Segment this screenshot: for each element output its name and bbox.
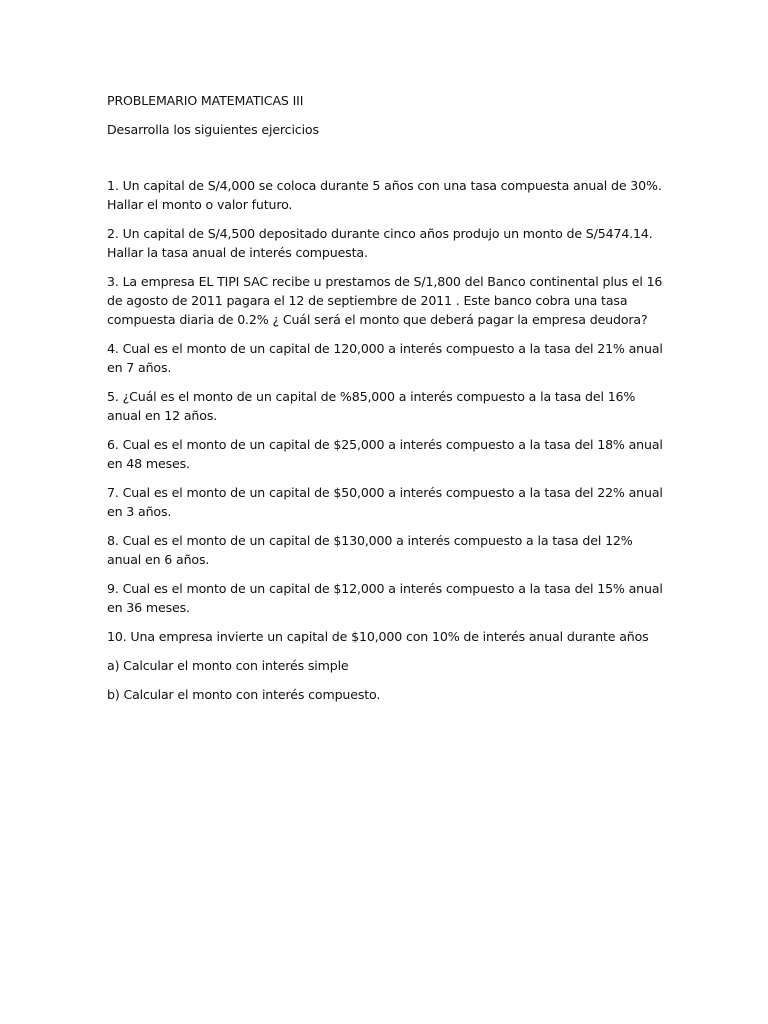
exercise-6: 6. Cual es el monto de un capital de $25,000 a interés compuesto a la tasa del 18% anual en 48 meses.	[107, 437, 663, 471]
document-intro: Desarrolla los siguientes ejercicios	[107, 122, 319, 137]
exercise-1: 1. Un capital de S/4,000 se coloca durante 5 años con una tasa compuesta anual de 30%. Hallar el monto o valor futuro.	[107, 178, 662, 212]
exercise-10-part-b: b) Calcular el monto con interés compuesto.	[107, 687, 381, 702]
exercise-7: 7. Cual es el monto de un capital de $50,000 a interés compuesto a la tasa del 22% anual en 3 años.	[107, 485, 663, 519]
exercise-10: 10. Una empresa invierte un capital de $10,000 con 10% de interés anual durante años	[107, 629, 649, 644]
exercise-3: 3. La empresa EL TIPI SAC recibe u prestamos de S/1,800 del Banco continental plus el 16 de agosto de 2011 pagara el 12 de septiembre de 2011 . Este banco cobra una tasa compuesta diaria de 0.2% ¿ Cuál será el monto que deberá pagar la empresa deudora?	[107, 274, 663, 327]
exercise-10-part-a: a) Calcular el monto con interés simple	[107, 658, 349, 673]
document-body	[107, 91, 667, 714]
document-title: PROBLEMARIO MATEMATICAS III	[107, 93, 304, 108]
exercise-4: 4. Cual es el monto de un capital de 120,000 a interés compuesto a la tasa del 21% anual en 7 años.	[107, 341, 663, 375]
exercise-9: 9. Cual es el monto de un capital de $12,000 a interés compuesto a la tasa del 15% anual en 36 meses.	[107, 581, 663, 615]
exercise-8: 8. Cual es el monto de un capital de $130,000 a interés compuesto a la tasa del 12% anual en 6 años.	[107, 533, 633, 567]
exercise-2: 2. Un capital de S/4,500 depositado durante cinco años produjo un monto de S/5474.14. Hallar la tasa anual de interés compuesta.	[107, 226, 653, 260]
exercise-5: 5. ¿Cuál es el monto de un capital de %85,000 a interés compuesto a la tasa del 16% anual en 12 años.	[107, 389, 636, 423]
